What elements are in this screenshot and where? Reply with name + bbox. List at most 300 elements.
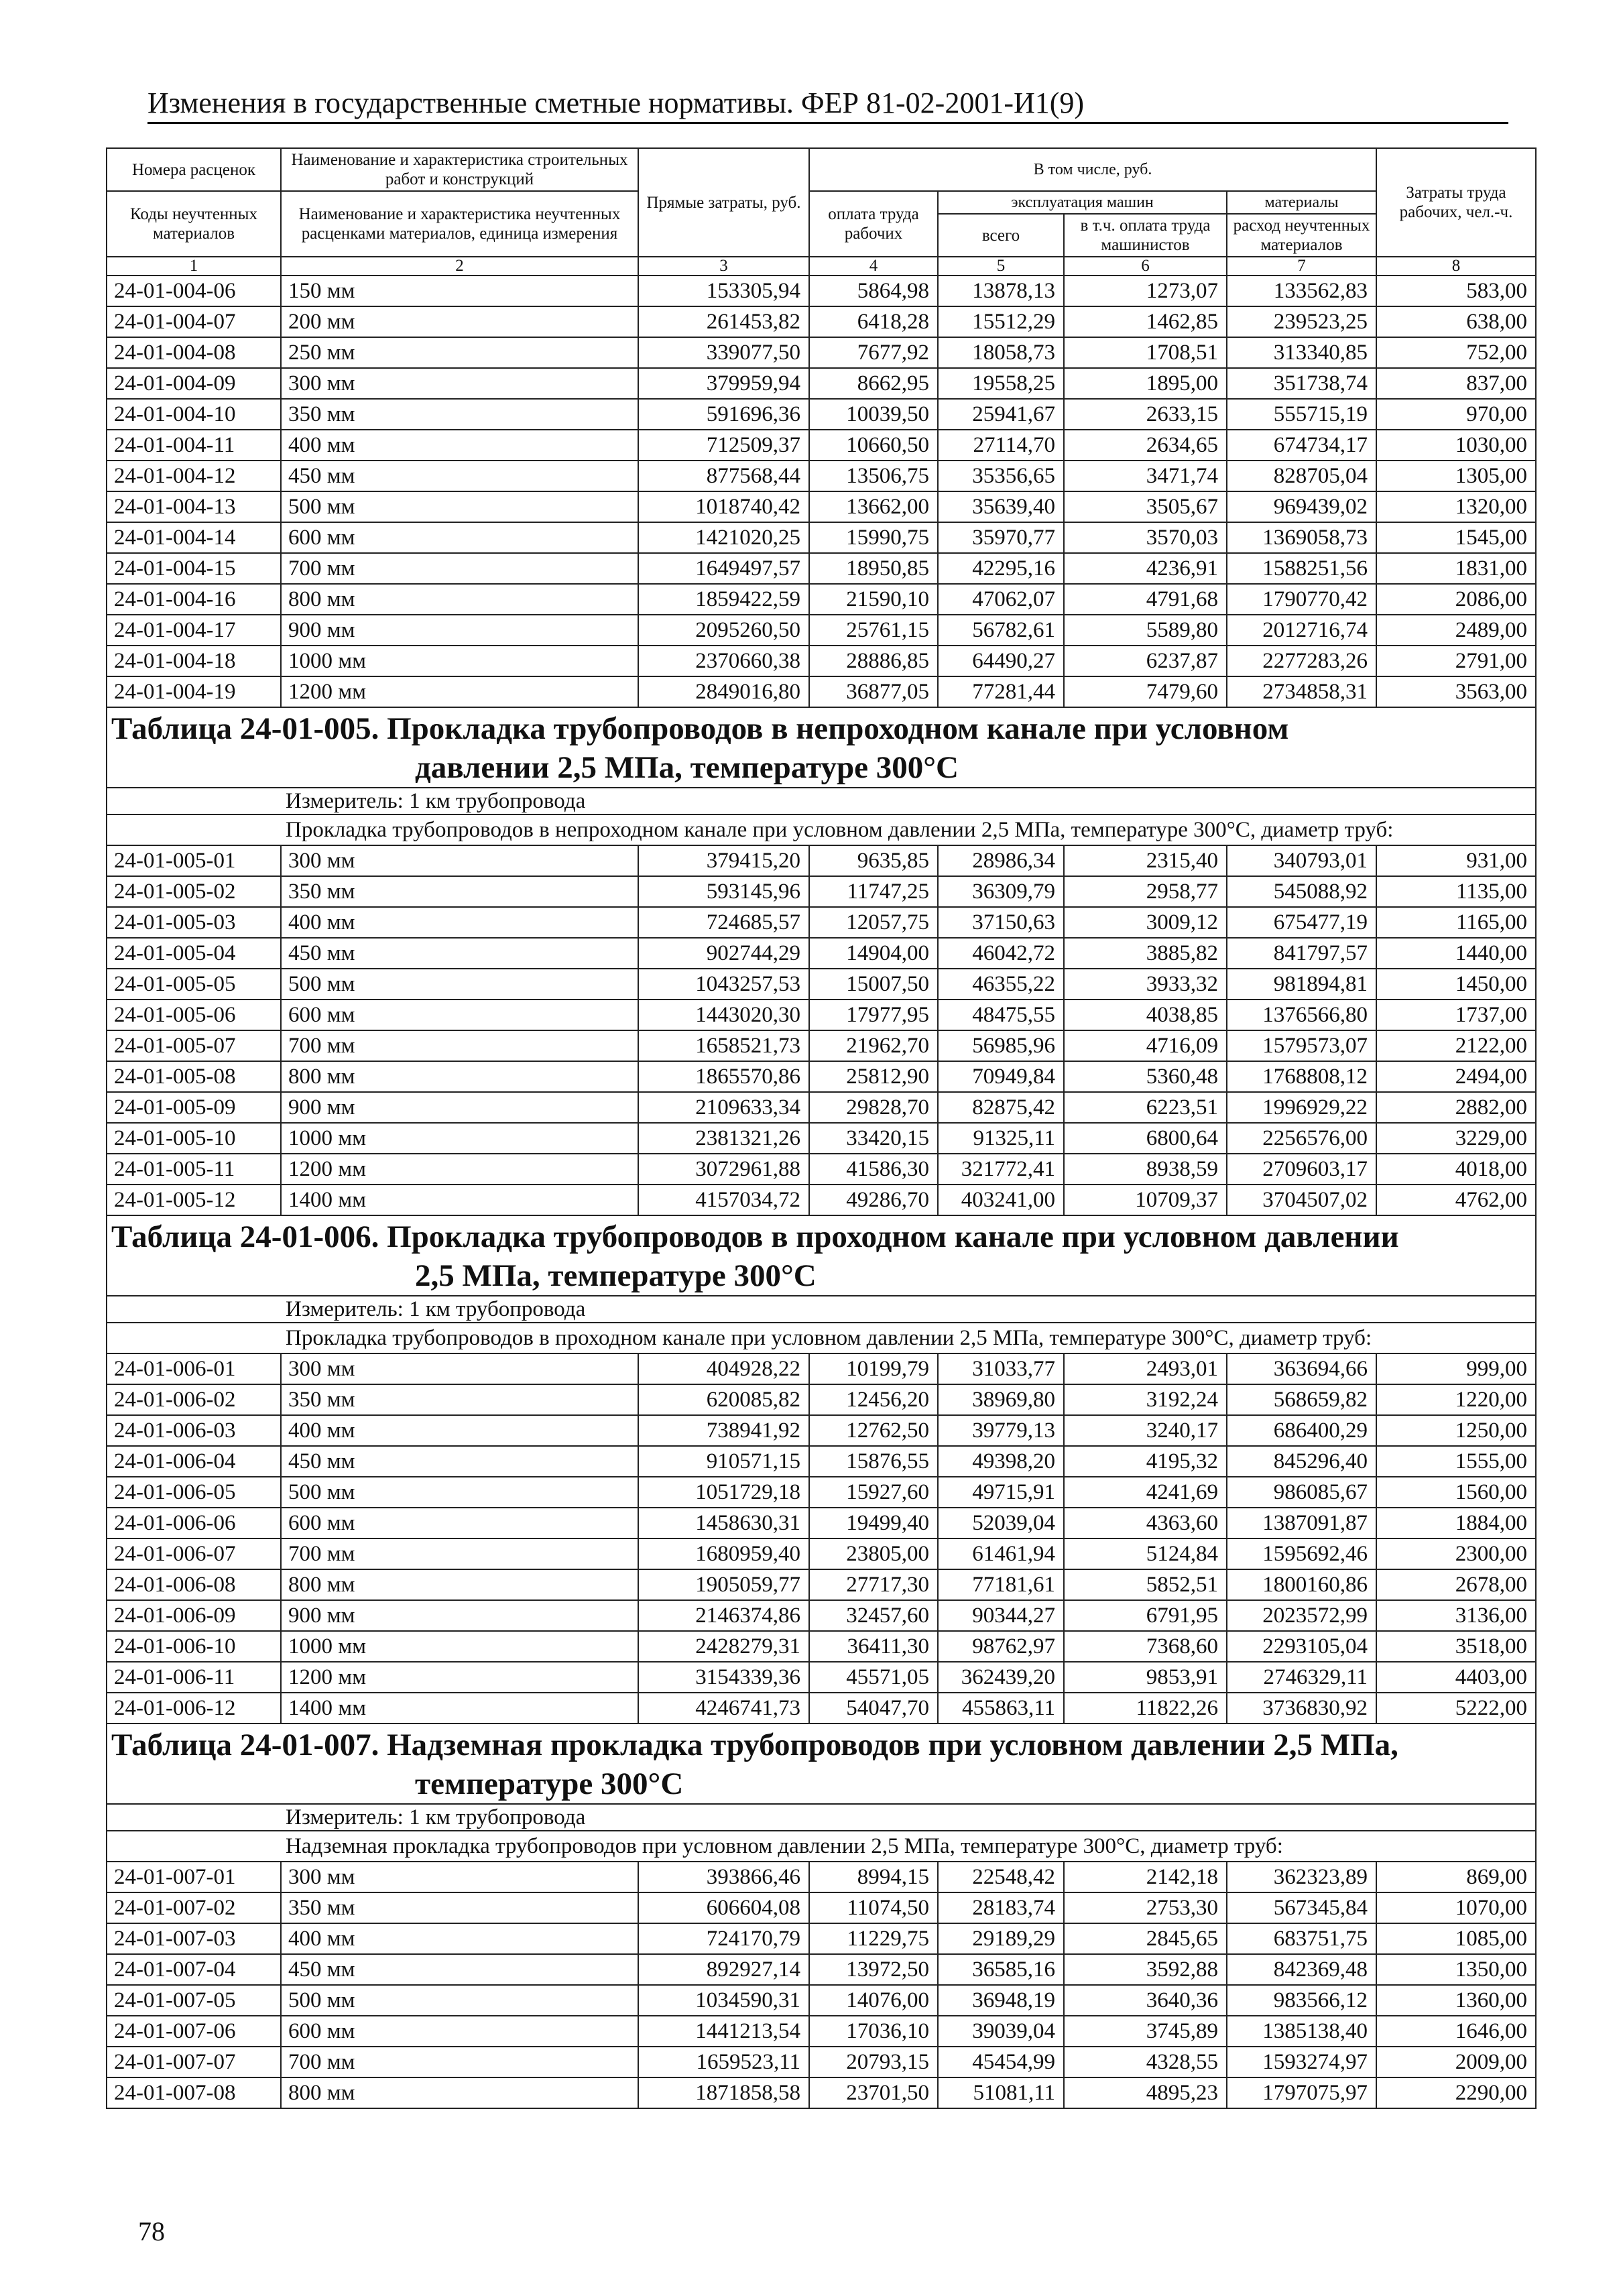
- cell-machines-total: 321772,41: [938, 1154, 1064, 1185]
- table-row: [107, 876, 1536, 907]
- running-header: Изменения в государственные сметные нормативы. ФЕР 81-02-2001-И1(9): [147, 86, 1508, 124]
- cell-direct-costs: 3154339,36: [638, 1662, 809, 1693]
- cell-labor-hours: 2290,00: [1376, 2077, 1536, 2108]
- cell-worker-wages: 15007,50: [809, 969, 938, 1000]
- cell-machines-total: 82875,42: [938, 1092, 1064, 1123]
- section-title-line: Таблица 24-01-006. Прокладка трубопроводов в проходном канале при условном давлении: [111, 1219, 1399, 1254]
- cell-direct-costs: 379959,94: [638, 368, 809, 399]
- cell-worker-wages: 11747,25: [809, 876, 938, 907]
- cell-diameter: 350 мм: [281, 399, 638, 430]
- cell-worker-wages: 10039,50: [809, 399, 938, 430]
- cell-rate-code: 24-01-004-14: [107, 522, 281, 553]
- cell-diameter: 400 мм: [281, 1415, 638, 1446]
- cell-machinist-wages: 4328,55: [1064, 2047, 1227, 2077]
- cell-machines-total: 28183,74: [938, 1892, 1064, 1923]
- cell-machinist-wages: 5124,84: [1064, 1538, 1227, 1569]
- cell-machines-total: 36585,16: [938, 1954, 1064, 1985]
- cell-worker-wages: 15876,55: [809, 1446, 938, 1477]
- cell-labor-hours: 1646,00: [1376, 2016, 1536, 2047]
- table-row: [107, 368, 1536, 399]
- column-number: 2: [281, 257, 638, 276]
- cell-machinist-wages: 4038,85: [1064, 1000, 1227, 1030]
- section-description-row: [107, 1831, 1536, 1862]
- cell-machines-total: 39039,04: [938, 2016, 1064, 2047]
- cell-rate-code: 24-01-006-02: [107, 1384, 281, 1415]
- header-row-1: [107, 148, 1536, 191]
- cell-direct-costs: 1859422,59: [638, 584, 809, 615]
- cell-materials-cost: 675477,19: [1227, 907, 1376, 938]
- cell-rate-code: 24-01-004-19: [107, 676, 281, 707]
- cell-rate-code: 24-01-005-01: [107, 845, 281, 876]
- cell-rate-code: 24-01-004-08: [107, 337, 281, 368]
- cell-rate-code: 24-01-004-12: [107, 461, 281, 491]
- cell-materials-cost: 1800160,86: [1227, 1569, 1376, 1600]
- cell-machines-total: 13878,13: [938, 276, 1064, 306]
- table-row: [107, 845, 1536, 876]
- cell-machines-total: 362439,20: [938, 1662, 1064, 1693]
- cell-diameter: 600 мм: [281, 2016, 638, 2047]
- cell-direct-costs: 1658521,73: [638, 1030, 809, 1061]
- cell-machines-total: 29189,29: [938, 1923, 1064, 1954]
- cell-rate-code: 24-01-005-08: [107, 1061, 281, 1092]
- column-number: 8: [1376, 257, 1536, 276]
- section-title-line: Таблица 24-01-005. Прокладка трубопроводов в непроходном канале при условном: [111, 711, 1289, 746]
- cell-worker-wages: 21962,70: [809, 1030, 938, 1061]
- cell-worker-wages: 9635,85: [809, 845, 938, 876]
- cell-machines-total: 22548,42: [938, 1862, 1064, 1892]
- cell-labor-hours: 1555,00: [1376, 1446, 1536, 1477]
- section-description: Прокладка трубопроводов в проходном канале при условном давлении 2,5 МПа, температуре 300°С, диаметр труб:: [107, 1323, 1536, 1353]
- cell-direct-costs: 153305,94: [638, 276, 809, 306]
- cell-materials-cost: 683751,75: [1227, 1923, 1376, 1954]
- cell-labor-hours: 3563,00: [1376, 676, 1536, 707]
- cell-materials-cost: 1588251,56: [1227, 553, 1376, 584]
- cell-diameter: 300 мм: [281, 368, 638, 399]
- cell-machinist-wages: 2634,65: [1064, 430, 1227, 461]
- cell-diameter: 900 мм: [281, 1600, 638, 1631]
- header-wages: оплата труда рабочих: [809, 191, 938, 257]
- cell-worker-wages: 18950,85: [809, 553, 938, 584]
- cell-labor-hours: 752,00: [1376, 337, 1536, 368]
- cell-machines-total: 15512,29: [938, 306, 1064, 337]
- cell-worker-wages: 36411,30: [809, 1631, 938, 1662]
- cell-machinist-wages: 5852,51: [1064, 1569, 1227, 1600]
- cell-diameter: 1000 мм: [281, 646, 638, 676]
- cell-labor-hours: 1165,00: [1376, 907, 1536, 938]
- table-row: [107, 646, 1536, 676]
- section-title: [107, 707, 1536, 788]
- cell-labor-hours: 4762,00: [1376, 1185, 1536, 1215]
- cell-materials-cost: 1369058,73: [1227, 522, 1376, 553]
- cell-diameter: 1000 мм: [281, 1631, 638, 1662]
- cell-machinist-wages: 11822,26: [1064, 1693, 1227, 1724]
- cell-machines-total: 49715,91: [938, 1477, 1064, 1508]
- cell-machinist-wages: 5360,48: [1064, 1061, 1227, 1092]
- cell-machinist-wages: 2753,30: [1064, 1892, 1227, 1923]
- cell-rate-code: 24-01-005-04: [107, 938, 281, 969]
- cell-materials-cost: 2256576,00: [1227, 1123, 1376, 1154]
- cell-worker-wages: 13972,50: [809, 1954, 938, 1985]
- cell-diameter: 300 мм: [281, 1862, 638, 1892]
- cell-labor-hours: 1560,00: [1376, 1477, 1536, 1508]
- cell-diameter: 700 мм: [281, 553, 638, 584]
- section-title-line: давлении 2,5 МПа, температуре 300°С: [415, 750, 959, 785]
- cell-direct-costs: 1649497,57: [638, 553, 809, 584]
- section-description: Прокладка трубопроводов в непроходном канале при условном давлении 2,5 МПа, температуре 300°С, диаметр труб:: [107, 814, 1536, 845]
- cell-direct-costs: 1458630,31: [638, 1508, 809, 1538]
- cell-rate-code: 24-01-005-03: [107, 907, 281, 938]
- cell-materials-cost: 969439,02: [1227, 491, 1376, 522]
- cell-direct-costs: 4246741,73: [638, 1693, 809, 1724]
- cell-direct-costs: 724685,57: [638, 907, 809, 938]
- measure-unit-row: [107, 788, 1536, 814]
- cell-labor-hours: 1305,00: [1376, 461, 1536, 491]
- column-number: 3: [638, 257, 809, 276]
- cell-machinist-wages: 4195,32: [1064, 1446, 1227, 1477]
- cell-labor-hours: 4018,00: [1376, 1154, 1536, 1185]
- cell-rate-code: 24-01-007-02: [107, 1892, 281, 1923]
- cell-labor-hours: 1070,00: [1376, 1892, 1536, 1923]
- cell-diameter: 1400 мм: [281, 1693, 638, 1724]
- cell-machinist-wages: 2315,40: [1064, 845, 1227, 876]
- cell-machines-total: 56985,96: [938, 1030, 1064, 1061]
- cell-diameter: 150 мм: [281, 276, 638, 306]
- cell-diameter: 600 мм: [281, 1508, 638, 1538]
- table-row: [107, 1923, 1536, 1954]
- cell-diameter: 350 мм: [281, 1384, 638, 1415]
- cell-machines-total: 36309,79: [938, 876, 1064, 907]
- column-number: 1: [107, 257, 281, 276]
- cell-worker-wages: 29828,70: [809, 1092, 938, 1123]
- cell-machines-total: 36948,19: [938, 1985, 1064, 2016]
- cell-machines-total: 77181,61: [938, 1569, 1064, 1600]
- cell-worker-wages: 19499,40: [809, 1508, 938, 1538]
- cell-machinist-wages: 4895,23: [1064, 2077, 1227, 2108]
- cell-worker-wages: 14076,00: [809, 1985, 938, 2016]
- cell-diameter: 200 мм: [281, 306, 638, 337]
- cell-machines-total: 47062,07: [938, 584, 1064, 615]
- cell-machinist-wages: 2958,77: [1064, 876, 1227, 907]
- header-row-2: [107, 191, 1536, 214]
- table-row: [107, 276, 1536, 306]
- table-row: [107, 1154, 1536, 1185]
- table-row: [107, 461, 1536, 491]
- cell-materials-cost: 1593274,97: [1227, 2047, 1376, 2077]
- header-material-name: Наименование и характеристика неучтенных расценками материалов, единица измерения: [281, 191, 638, 257]
- cell-worker-wages: 33420,15: [809, 1123, 938, 1154]
- cell-materials-cost: 3704507,02: [1227, 1185, 1376, 1215]
- cell-materials-cost: 2293105,04: [1227, 1631, 1376, 1662]
- cell-labor-hours: 999,00: [1376, 1353, 1536, 1384]
- cell-machinist-wages: 6237,87: [1064, 646, 1227, 676]
- cell-worker-wages: 5864,98: [809, 276, 938, 306]
- cell-machines-total: 25941,67: [938, 399, 1064, 430]
- cell-materials-cost: 313340,85: [1227, 337, 1376, 368]
- column-number-row: [107, 257, 1536, 276]
- cell-materials-cost: 555715,19: [1227, 399, 1376, 430]
- cell-labor-hours: 1450,00: [1376, 969, 1536, 1000]
- cell-worker-wages: 12057,75: [809, 907, 938, 938]
- header-direct-costs: Прямые затраты, руб.: [638, 148, 809, 257]
- cell-rate-code: 24-01-007-05: [107, 1985, 281, 2016]
- cell-materials-cost: 2734858,31: [1227, 676, 1376, 707]
- cell-direct-costs: 2370660,38: [638, 646, 809, 676]
- header-materials: материалы: [1227, 191, 1376, 214]
- cell-machinist-wages: 2845,65: [1064, 1923, 1227, 1954]
- cell-machinist-wages: 6791,95: [1064, 1600, 1227, 1631]
- cell-materials-cost: 2709603,17: [1227, 1154, 1376, 1185]
- cell-machines-total: 46042,72: [938, 938, 1064, 969]
- header-including: В том числе, руб.: [809, 148, 1376, 191]
- table-row: [107, 584, 1536, 615]
- cell-materials-cost: 1996929,22: [1227, 1092, 1376, 1123]
- cell-rate-code: 24-01-004-10: [107, 399, 281, 430]
- table-row: [107, 676, 1536, 707]
- cell-machinist-wages: 6800,64: [1064, 1123, 1227, 1154]
- cell-direct-costs: 3072961,88: [638, 1154, 809, 1185]
- cell-direct-costs: 593145,96: [638, 876, 809, 907]
- cell-direct-costs: 1018740,42: [638, 491, 809, 522]
- cell-machines-total: 48475,55: [938, 1000, 1064, 1030]
- cell-machines-total: 64490,27: [938, 646, 1064, 676]
- cell-materials-cost: 2746329,11: [1227, 1662, 1376, 1693]
- table-row: [107, 1061, 1536, 1092]
- table-row: [107, 1508, 1536, 1538]
- cell-labor-hours: 1350,00: [1376, 1954, 1536, 1985]
- cell-direct-costs: 591696,36: [638, 399, 809, 430]
- measure-unit: Измеритель: 1 км трубопровода: [107, 788, 1536, 814]
- cell-labor-hours: 583,00: [1376, 276, 1536, 306]
- cell-worker-wages: 27717,30: [809, 1569, 938, 1600]
- cell-diameter: 400 мм: [281, 907, 638, 938]
- cell-labor-hours: 1360,00: [1376, 1985, 1536, 2016]
- section-description: Надземная прокладка трубопроводов при условном давлении 2,5 МПа, температуре 300°С, диаметр труб:: [107, 1831, 1536, 1862]
- cell-labor-hours: 1737,00: [1376, 1000, 1536, 1030]
- cell-rate-code: 24-01-007-07: [107, 2047, 281, 2077]
- cell-labor-hours: 2791,00: [1376, 646, 1536, 676]
- cell-rate-code: 24-01-004-15: [107, 553, 281, 584]
- page-number: 78: [138, 2216, 165, 2246]
- cell-materials-cost: 986085,67: [1227, 1477, 1376, 1508]
- cell-worker-wages: 12762,50: [809, 1415, 938, 1446]
- cell-machines-total: 19558,25: [938, 368, 1064, 399]
- cell-direct-costs: 910571,15: [638, 1446, 809, 1477]
- cell-machines-total: 38969,80: [938, 1384, 1064, 1415]
- table-row: [107, 1000, 1536, 1030]
- section-title: [107, 1724, 1536, 1804]
- cell-worker-wages: 11229,75: [809, 1923, 938, 1954]
- cell-worker-wages: 17977,95: [809, 1000, 938, 1030]
- cell-direct-costs: 620085,82: [638, 1384, 809, 1415]
- cell-worker-wages: 13506,75: [809, 461, 938, 491]
- cell-rate-code: 24-01-004-13: [107, 491, 281, 522]
- cell-diameter: 700 мм: [281, 1538, 638, 1569]
- column-number: 7: [1227, 257, 1376, 276]
- cell-machines-total: 42295,16: [938, 553, 1064, 584]
- cell-machines-total: 35356,65: [938, 461, 1064, 491]
- cell-labor-hours: 2678,00: [1376, 1569, 1536, 1600]
- cell-diameter: 900 мм: [281, 615, 638, 646]
- cell-machinist-wages: 3009,12: [1064, 907, 1227, 938]
- cell-labor-hours: 1250,00: [1376, 1415, 1536, 1446]
- cell-worker-wages: 20793,15: [809, 2047, 938, 2077]
- cell-direct-costs: 2849016,80: [638, 676, 809, 707]
- cell-machinist-wages: 10709,37: [1064, 1185, 1227, 1215]
- cell-machines-total: 98762,97: [938, 1631, 1064, 1662]
- cell-diameter: 300 мм: [281, 1353, 638, 1384]
- cell-machines-total: 35639,40: [938, 491, 1064, 522]
- cell-materials-cost: 2277283,26: [1227, 646, 1376, 676]
- header-material-codes: Коды неучтенных материалов: [107, 191, 281, 257]
- cell-labor-hours: 931,00: [1376, 845, 1536, 876]
- cell-rate-code: 24-01-007-08: [107, 2077, 281, 2108]
- cell-labor-hours: 2086,00: [1376, 584, 1536, 615]
- cell-materials-cost: 2023572,99: [1227, 1600, 1376, 1631]
- cell-diameter: 400 мм: [281, 1923, 638, 1954]
- cell-direct-costs: 1905059,77: [638, 1569, 809, 1600]
- table-row: [107, 1954, 1536, 1985]
- cell-rate-code: 24-01-006-11: [107, 1662, 281, 1693]
- cell-rate-code: 24-01-006-08: [107, 1569, 281, 1600]
- cell-direct-costs: 2095260,50: [638, 615, 809, 646]
- cell-labor-hours: 2300,00: [1376, 1538, 1536, 1569]
- cell-worker-wages: 17036,10: [809, 2016, 938, 2047]
- header-work-name: Наименование и характеристика строительных работ и конструкций: [281, 148, 638, 191]
- header-machines-wages: в т.ч. оплата труда машинистов: [1064, 214, 1227, 257]
- cell-machinist-wages: 3471,74: [1064, 461, 1227, 491]
- table-row: [107, 1030, 1536, 1061]
- table-row: [107, 1631, 1536, 1662]
- cell-materials-cost: 1387091,87: [1227, 1508, 1376, 1538]
- cell-machinist-wages: 2493,01: [1064, 1353, 1227, 1384]
- cell-machinist-wages: 4791,68: [1064, 584, 1227, 615]
- cell-diameter: 400 мм: [281, 430, 638, 461]
- cell-machines-total: 45454,99: [938, 2047, 1064, 2077]
- cell-machines-total: 51081,11: [938, 2077, 1064, 2108]
- cell-rate-code: 24-01-006-10: [107, 1631, 281, 1662]
- cell-labor-hours: 2122,00: [1376, 1030, 1536, 1061]
- cell-machines-total: 403241,00: [938, 1185, 1064, 1215]
- cell-diameter: 800 мм: [281, 1569, 638, 1600]
- cell-labor-hours: 1320,00: [1376, 491, 1536, 522]
- cell-materials-cost: 1790770,42: [1227, 584, 1376, 615]
- cell-direct-costs: 724170,79: [638, 1923, 809, 1954]
- cell-materials-cost: 351738,74: [1227, 368, 1376, 399]
- cell-diameter: 600 мм: [281, 1000, 638, 1030]
- cell-diameter: 450 мм: [281, 938, 638, 969]
- cell-machinist-wages: 6223,51: [1064, 1092, 1227, 1123]
- table-row: [107, 306, 1536, 337]
- cell-materials-cost: 362323,89: [1227, 1862, 1376, 1892]
- cell-direct-costs: 1443020,30: [638, 1000, 809, 1030]
- cell-machines-total: 18058,73: [938, 337, 1064, 368]
- cell-worker-wages: 11074,50: [809, 1892, 938, 1923]
- cell-machinist-wages: 4716,09: [1064, 1030, 1227, 1061]
- cell-machines-total: 56782,61: [938, 615, 1064, 646]
- cell-machines-total: 37150,63: [938, 907, 1064, 938]
- cell-direct-costs: 1441213,54: [638, 2016, 809, 2047]
- table-row: [107, 2077, 1536, 2108]
- cell-rate-code: 24-01-004-09: [107, 368, 281, 399]
- cell-machinist-wages: 3933,32: [1064, 969, 1227, 1000]
- cell-direct-costs: 2109633,34: [638, 1092, 809, 1123]
- measure-unit-row: [107, 1296, 1536, 1323]
- cell-diameter: 800 мм: [281, 1061, 638, 1092]
- cell-direct-costs: 1680959,40: [638, 1538, 809, 1569]
- cell-machines-total: 49398,20: [938, 1446, 1064, 1477]
- measure-unit: Измеритель: 1 км трубопровода: [107, 1804, 1536, 1831]
- measure-unit-row: [107, 1804, 1536, 1831]
- cell-machinist-wages: 3505,67: [1064, 491, 1227, 522]
- cell-worker-wages: 15927,60: [809, 1477, 938, 1508]
- cell-rate-code: 24-01-005-11: [107, 1154, 281, 1185]
- cell-rate-code: 24-01-005-12: [107, 1185, 281, 1215]
- cell-direct-costs: 379415,20: [638, 845, 809, 876]
- cell-materials-cost: 983566,12: [1227, 1985, 1376, 2016]
- cell-machinist-wages: 3192,24: [1064, 1384, 1227, 1415]
- cell-worker-wages: 45571,05: [809, 1662, 938, 1693]
- cell-machinist-wages: 4363,60: [1064, 1508, 1227, 1538]
- table-row: [107, 907, 1536, 938]
- section-title: [107, 1215, 1536, 1296]
- cell-worker-wages: 15990,75: [809, 522, 938, 553]
- cell-diameter: 500 мм: [281, 1985, 638, 2016]
- cell-machinist-wages: 7479,60: [1064, 676, 1227, 707]
- cell-worker-wages: 23701,50: [809, 2077, 938, 2108]
- cell-materials-cost: 828705,04: [1227, 461, 1376, 491]
- header-machines: эксплуатация машин: [938, 191, 1227, 214]
- cell-materials-cost: 545088,92: [1227, 876, 1376, 907]
- cell-labor-hours: 638,00: [1376, 306, 1536, 337]
- cell-materials-cost: 842369,48: [1227, 1954, 1376, 1985]
- table-row: [107, 337, 1536, 368]
- cell-machines-total: 52039,04: [938, 1508, 1064, 1538]
- table-row: [107, 938, 1536, 969]
- cell-diameter: 1400 мм: [281, 1185, 638, 1215]
- cell-rate-code: 24-01-006-09: [107, 1600, 281, 1631]
- cell-worker-wages: 14904,00: [809, 938, 938, 969]
- cell-rate-code: 24-01-005-06: [107, 1000, 281, 1030]
- cell-labor-hours: 1220,00: [1376, 1384, 1536, 1415]
- cell-machines-total: 39779,13: [938, 1415, 1064, 1446]
- cell-worker-wages: 32457,60: [809, 1600, 938, 1631]
- cell-materials-cost: 1376566,80: [1227, 1000, 1376, 1030]
- header-materials-consumption: расход неучтенных материалов: [1227, 214, 1376, 257]
- cell-direct-costs: 261453,82: [638, 306, 809, 337]
- cell-machinist-wages: 3745,89: [1064, 2016, 1227, 2047]
- cell-labor-hours: 3518,00: [1376, 1631, 1536, 1662]
- cell-worker-wages: 36877,05: [809, 676, 938, 707]
- cell-worker-wages: 23805,00: [809, 1538, 938, 1569]
- cell-direct-costs: 1051729,18: [638, 1477, 809, 1508]
- cell-machines-total: 455863,11: [938, 1693, 1064, 1724]
- cell-direct-costs: 2381321,26: [638, 1123, 809, 1154]
- cell-rate-code: 24-01-005-05: [107, 969, 281, 1000]
- cell-materials-cost: 133562,83: [1227, 276, 1376, 306]
- cell-labor-hours: 3229,00: [1376, 1123, 1536, 1154]
- cell-rate-code: 24-01-004-17: [107, 615, 281, 646]
- table-row: [107, 1600, 1536, 1631]
- cell-materials-cost: 568659,82: [1227, 1384, 1376, 1415]
- cell-machinist-wages: 4241,69: [1064, 1477, 1227, 1508]
- cell-worker-wages: 10660,50: [809, 430, 938, 461]
- cell-materials-cost: 1579573,07: [1227, 1030, 1376, 1061]
- cell-machinist-wages: 3640,36: [1064, 1985, 1227, 2016]
- cell-machinist-wages: 9853,91: [1064, 1662, 1227, 1693]
- cell-diameter: 900 мм: [281, 1092, 638, 1123]
- cell-diameter: 800 мм: [281, 2077, 638, 2108]
- cell-rate-code: 24-01-007-01: [107, 1862, 281, 1892]
